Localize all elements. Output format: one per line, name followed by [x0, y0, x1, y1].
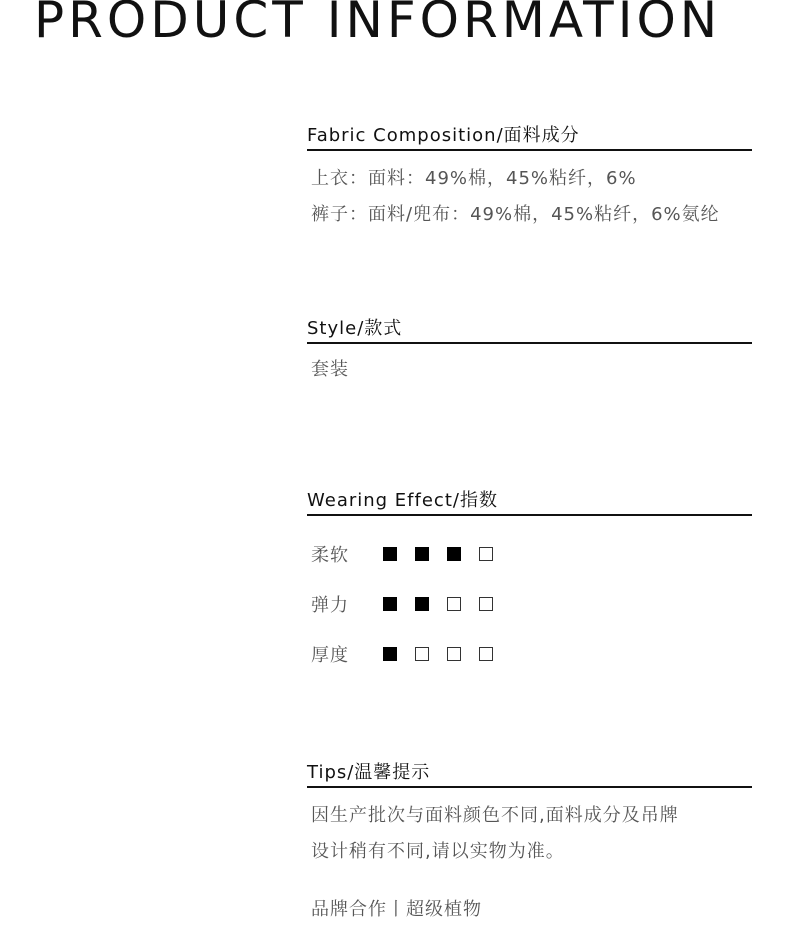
rating-label-softness: 柔软 — [311, 545, 349, 566]
rating-square-empty — [479, 547, 493, 561]
rating-square-empty — [447, 597, 461, 611]
page-title: PRODUCT INFORMATION — [34, 0, 722, 49]
rating-row-elasticity — [311, 579, 752, 629]
rating-square-filled — [415, 547, 429, 561]
fabric-line-pants: 裤子：面料/兜布：49%棉，45%粘纤，6%氨纶 — [311, 204, 720, 225]
rating-squares-elasticity — [383, 597, 511, 611]
rating-square-filled — [447, 547, 461, 561]
rating-square-empty — [479, 647, 493, 661]
rating-square-empty — [479, 597, 493, 611]
fabric-section — [307, 125, 752, 233]
rating-row-thickness — [311, 629, 752, 679]
tips-line-1: 因生产批次与面料颜色不同,面料成分及吊牌 — [311, 805, 679, 826]
rating-square-empty — [447, 647, 461, 661]
wearing-header: Wearing Effect/指数 — [307, 490, 752, 516]
style-header: Style/款式 — [307, 318, 752, 344]
style-value: 套装 — [311, 359, 349, 380]
tips-section — [307, 762, 752, 928]
tips-header: Tips/温馨提示 — [307, 762, 752, 788]
brand-cooperation: 品牌合作丨超级植物 — [311, 899, 482, 920]
rating-list — [307, 529, 752, 679]
tips-line-2: 设计稍有不同,请以实物为准。 — [311, 841, 565, 862]
rating-label-thickness: 厚度 — [311, 645, 349, 666]
rating-square-filled — [415, 597, 429, 611]
rating-square-empty — [415, 647, 429, 661]
rating-square-filled — [383, 647, 397, 661]
rating-squares-softness — [383, 547, 511, 561]
style-section — [307, 318, 752, 388]
rating-squares-thickness — [383, 647, 511, 661]
rating-square-filled — [383, 597, 397, 611]
rating-label-elasticity: 弹力 — [311, 595, 349, 616]
rating-square-filled — [383, 547, 397, 561]
rating-row-softness — [311, 529, 752, 579]
wearing-section — [307, 490, 752, 679]
fabric-line-top: 上衣：面料：49%棉，45%粘纤，6% — [311, 168, 637, 189]
fabric-header: Fabric Composition/面料成分 — [307, 125, 752, 151]
